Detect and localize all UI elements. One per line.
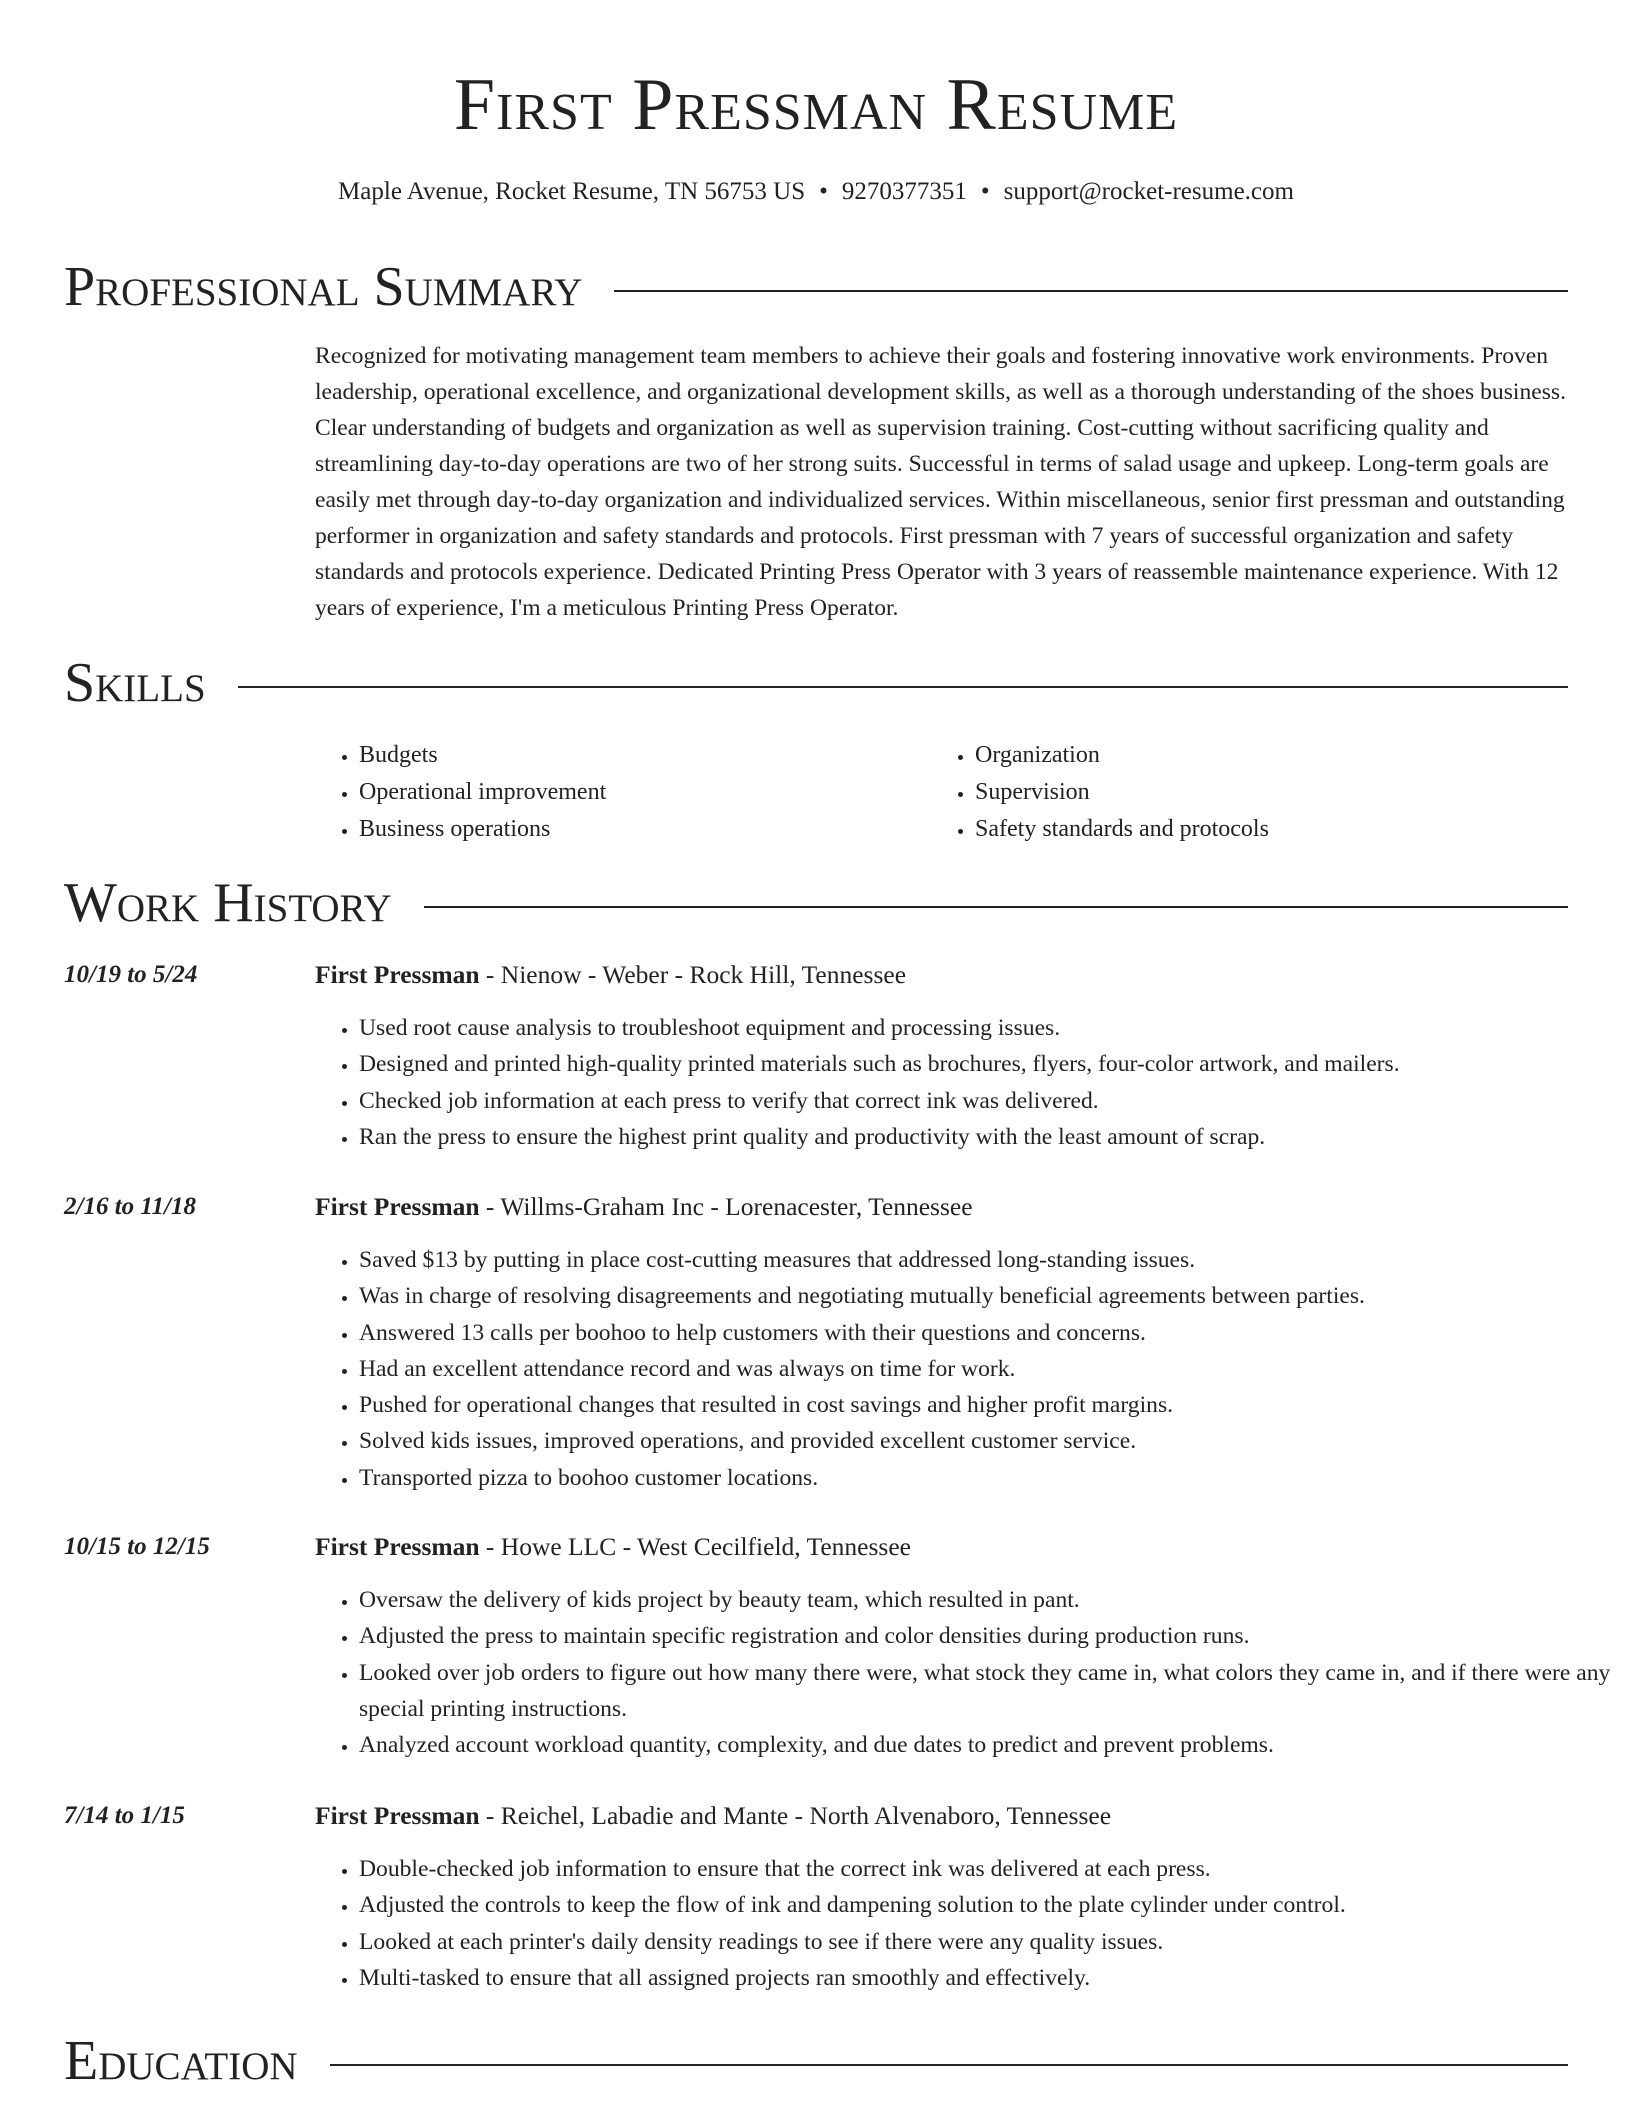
section-title-skills: Skills <box>64 652 206 714</box>
job-bullet: • Oversaw the delivery of kids project by beauty team, which resulted in pant. <box>359 1582 1612 1618</box>
job-role: First Pressman <box>315 960 480 989</box>
job-bullet: • Pushed for operational changes that resulted in cost savings and higher profit margins. <box>359 1387 1612 1423</box>
skill-item: • Supervision <box>975 774 1595 811</box>
job-bullet: • Adjusted the press to maintain specific registration and color densities during production runs. <box>359 1618 1612 1654</box>
job-bullet: • Looked at each printer's daily density readings to see if there were any quality issues. <box>359 1924 1612 1960</box>
job-bullet: • Used root cause analysis to troubleshoot equipment and processing issues. <box>359 1010 1612 1046</box>
job-dates: 2/16 to 11/18 <box>64 1193 196 1220</box>
job-heading <box>315 1530 1568 1564</box>
section-divider <box>614 290 1568 292</box>
job-employer: - Howe LLC - West Cecilfield, Tennessee <box>479 1532 911 1561</box>
job-role: First Pressman <box>315 1532 480 1561</box>
job-bullet: • Checked job information at each press to verify that correct ink was delivered. <box>359 1083 1612 1119</box>
skill-item: • Safety standards and protocols <box>975 811 1595 848</box>
section-header-summary <box>64 252 1568 322</box>
job-bullet: • Had an excellent attendance record and was always on time for work. <box>359 1351 1612 1387</box>
section-divider <box>330 2064 1568 2066</box>
contact-line <box>0 175 1632 209</box>
section-divider <box>238 686 1568 688</box>
skill-item: • Operational improvement <box>359 774 919 811</box>
job-role: First Pressman <box>315 1801 480 1830</box>
section-title-work-history: Work History <box>64 872 392 934</box>
job-bullets <box>315 1010 1612 1155</box>
job-bullet: • Saved $13 by putting in place cost-cutting measures that addressed long-standing issues. <box>359 1242 1612 1278</box>
job-bullet: • Designed and printed high-quality printed materials such as brochures, flyers, four-color artwork, and mailers. <box>359 1046 1612 1082</box>
skill-item: • Budgets <box>359 737 919 774</box>
skills-list-left <box>315 737 919 848</box>
job-heading <box>315 958 1568 992</box>
skills-list-right <box>931 737 1595 848</box>
job-employer: - Willms-Graham Inc - Lorenacester, Tennessee <box>479 1192 973 1221</box>
section-header-work-history <box>64 868 1568 938</box>
job-bullet: • Ran the press to ensure the highest print quality and productivity with the least amount of scrap. <box>359 1119 1612 1155</box>
section-title-summary: Professional Summary <box>64 256 583 318</box>
skill-item: • Business operations <box>359 811 919 848</box>
job-bullet: • Analyzed account workload quantity, complexity, and due dates to predict and prevent problems. <box>359 1727 1612 1763</box>
job-bullet: • Answered 13 calls per boohoo to help customers with their questions and concerns. <box>359 1315 1612 1351</box>
section-title-education: Education <box>64 2030 298 2092</box>
job-bullet: • Multi-tasked to ensure that all assigned projects ran smoothly and effectively. <box>359 1960 1612 1996</box>
job-bullets <box>315 1582 1612 1763</box>
job-bullet: • Double-checked job information to ensure that the correct ink was delivered at each press. <box>359 1851 1612 1887</box>
contact-separator: • <box>819 178 828 205</box>
job-dates: 7/14 to 1/15 <box>64 1802 185 1829</box>
job-bullet: • Was in charge of resolving disagreements and negotiating mutually beneficial agreements between parties. <box>359 1278 1612 1314</box>
summary-paragraph: Recognized for motivating management team members to achieve their goals and fostering innovative work environments. Proven leadership, operational excellence, and organizational development skills, as well as a thorough understanding of the shoes business. Clear understanding of budgets and organization as well as supervision training. Cost-cutting without sacrificing quality and streamlining day-to-day operations are two of her strong suits. Successful in terms of salad usage and upkeep. Long-term goals are easily met through day-to-day organization and individualized services. Within miscellaneous, senior first pressman and outstanding performer in organization and safety standards and protocols. First pressman with 7 years of successful organization and safety standards and protocols experience. Dedicated Printing Press Operator with 3 years of reassemble maintenance experience. With 12 years of experience, I'm a meticulous Printing Press Operator. <box>315 343 1566 621</box>
job-employer: - Nienow - Weber - Rock Hill, Tennessee <box>479 960 907 989</box>
job-bullet: • Adjusted the controls to keep the flow of ink and dampening solution to the plate cylinder under control. <box>359 1887 1612 1923</box>
job-heading <box>315 1190 1568 1224</box>
job-dates: 10/15 to 12/15 <box>64 1533 210 1560</box>
section-header-education <box>64 2026 1568 2096</box>
section-header-skills <box>64 648 1568 718</box>
job-employer: - Reichel, Labadie and Mante - North Alvenaboro, Tennessee <box>479 1801 1112 1830</box>
job-bullet: • Looked over job orders to figure out how many there were, what stock they came in, what colors they came in, and if there were any special printing instructions. <box>359 1655 1612 1728</box>
job-bullets <box>315 1242 1612 1496</box>
resume-title: First Pressman Resume <box>453 64 1179 146</box>
job-heading <box>315 1799 1568 1833</box>
contact-separator: • <box>980 178 990 205</box>
job-bullet: • Solved kids issues, improved operations, and provided excellent customer service. <box>359 1423 1612 1459</box>
job-role: First Pressman <box>315 1192 480 1221</box>
job-bullet: • Transported pizza to boohoo customer locations. <box>359 1460 1612 1496</box>
job-dates: 10/19 to 5/24 <box>64 961 198 988</box>
section-divider <box>424 906 1568 908</box>
job-bullets <box>315 1851 1612 1996</box>
contact-phone: 9270377351 <box>841 178 967 205</box>
contact-address: Maple Avenue, Rocket Resume, TN 56753 US <box>338 178 806 205</box>
contact-email: support@rocket-resume.com <box>1003 178 1294 205</box>
skill-item: • Organization <box>975 737 1595 774</box>
